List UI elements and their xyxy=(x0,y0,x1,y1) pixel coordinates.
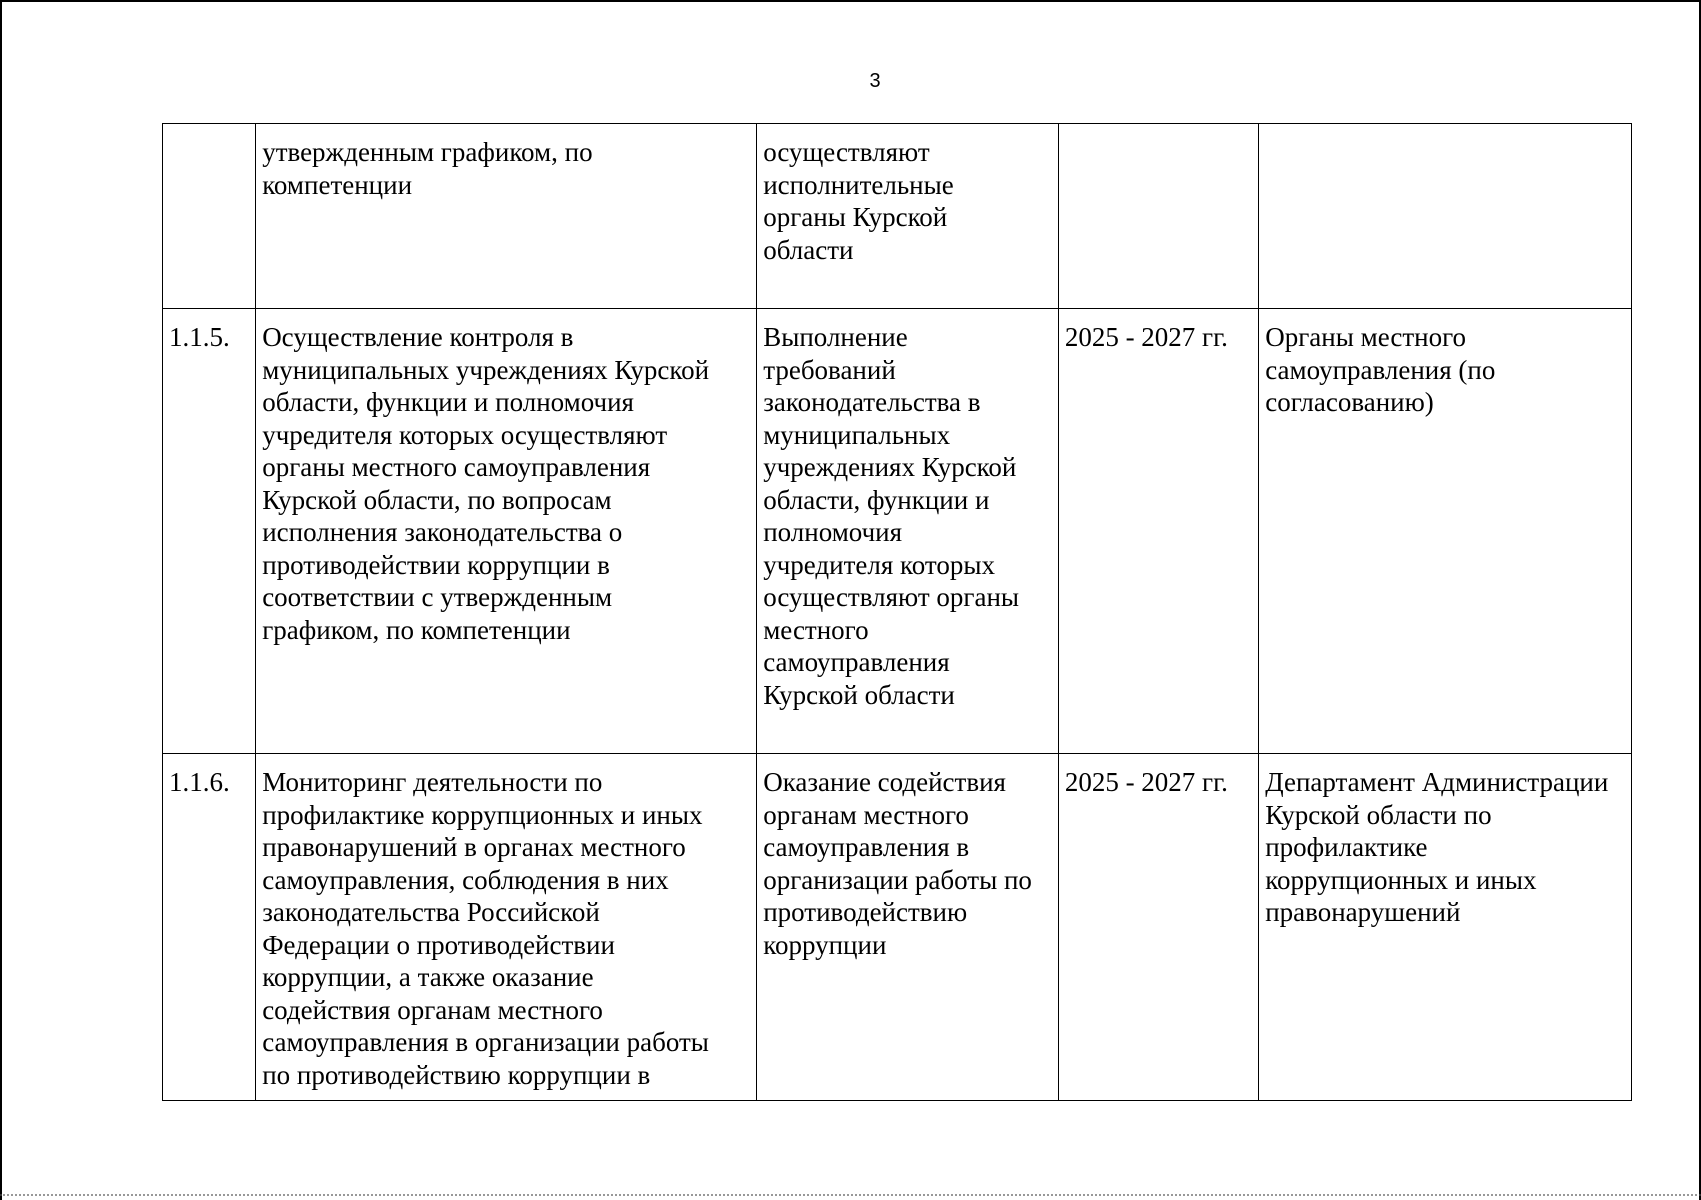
action-text: Осуществление контроля в муниципальных учреждениях Курской области, функции и полномочия учредителя которых осуществляют органы местного самоуправления Курской области, по вопросам исполнения законодательства о противодействии коррупции в соответствии с утвержденным графиком, по компетенции xyxy=(262,322,710,645)
table-row xyxy=(163,309,1632,754)
term-cell xyxy=(1058,309,1258,754)
action-cell xyxy=(256,754,757,1101)
action-cell xyxy=(256,124,757,309)
item-number: 1.1.5. xyxy=(169,322,230,352)
result-cell xyxy=(757,124,1059,309)
result-text: Выполнение требований законодательства в муниципальных учреждениях Курской области, функции и полномочия учредителя которых осуществляют органы местного самоуправления Курской области xyxy=(763,322,1020,710)
scan-artifact-line xyxy=(0,1194,1701,1197)
page-number: 3 xyxy=(869,70,881,92)
page-border-left xyxy=(0,0,2,1200)
term-cell xyxy=(1058,124,1258,309)
table-row xyxy=(163,754,1632,1101)
item-number-cell xyxy=(163,754,256,1101)
table-row xyxy=(163,124,1632,309)
action-text: Мониторинг деятельности по профилактике коррупционных и иных правонарушений в органах местного самоуправления, соблюдения в них законодательства Российской Федерации о противодействии коррупции, а также оказание содействия органам местного самоуправления в организации работы по противодействию коррупции в xyxy=(262,767,709,1090)
result-cell xyxy=(757,309,1059,754)
result-text: Оказание содействия органам местного самоуправления в организации работы по противодействию коррупции xyxy=(763,767,1032,960)
executor-text: Органы местного самоуправления (по согласованию) xyxy=(1265,322,1496,417)
term-text: 2025 - 2027 гг. xyxy=(1064,322,1228,352)
action-text: утвержденным графиком, по компетенции xyxy=(262,137,593,200)
item-number-cell xyxy=(163,309,256,754)
item-number: 1.1.6. xyxy=(169,767,230,797)
item-number-cell xyxy=(163,124,256,309)
executor-text: Департамент Администрации Курской области по профилактике коррупционных и иных правонарушений xyxy=(1265,767,1609,927)
measures-table xyxy=(162,123,1632,1101)
term-text: 2025 - 2027 гг. xyxy=(1064,767,1228,797)
executor-cell xyxy=(1259,754,1632,1101)
result-cell xyxy=(757,754,1059,1101)
executor-cell xyxy=(1259,309,1632,754)
action-cell xyxy=(256,309,757,754)
term-cell xyxy=(1058,754,1258,1101)
result-text: осуществляют исполнительные органы Курской области xyxy=(763,137,954,265)
executor-cell xyxy=(1259,124,1632,309)
page-border-top xyxy=(0,0,1701,2)
